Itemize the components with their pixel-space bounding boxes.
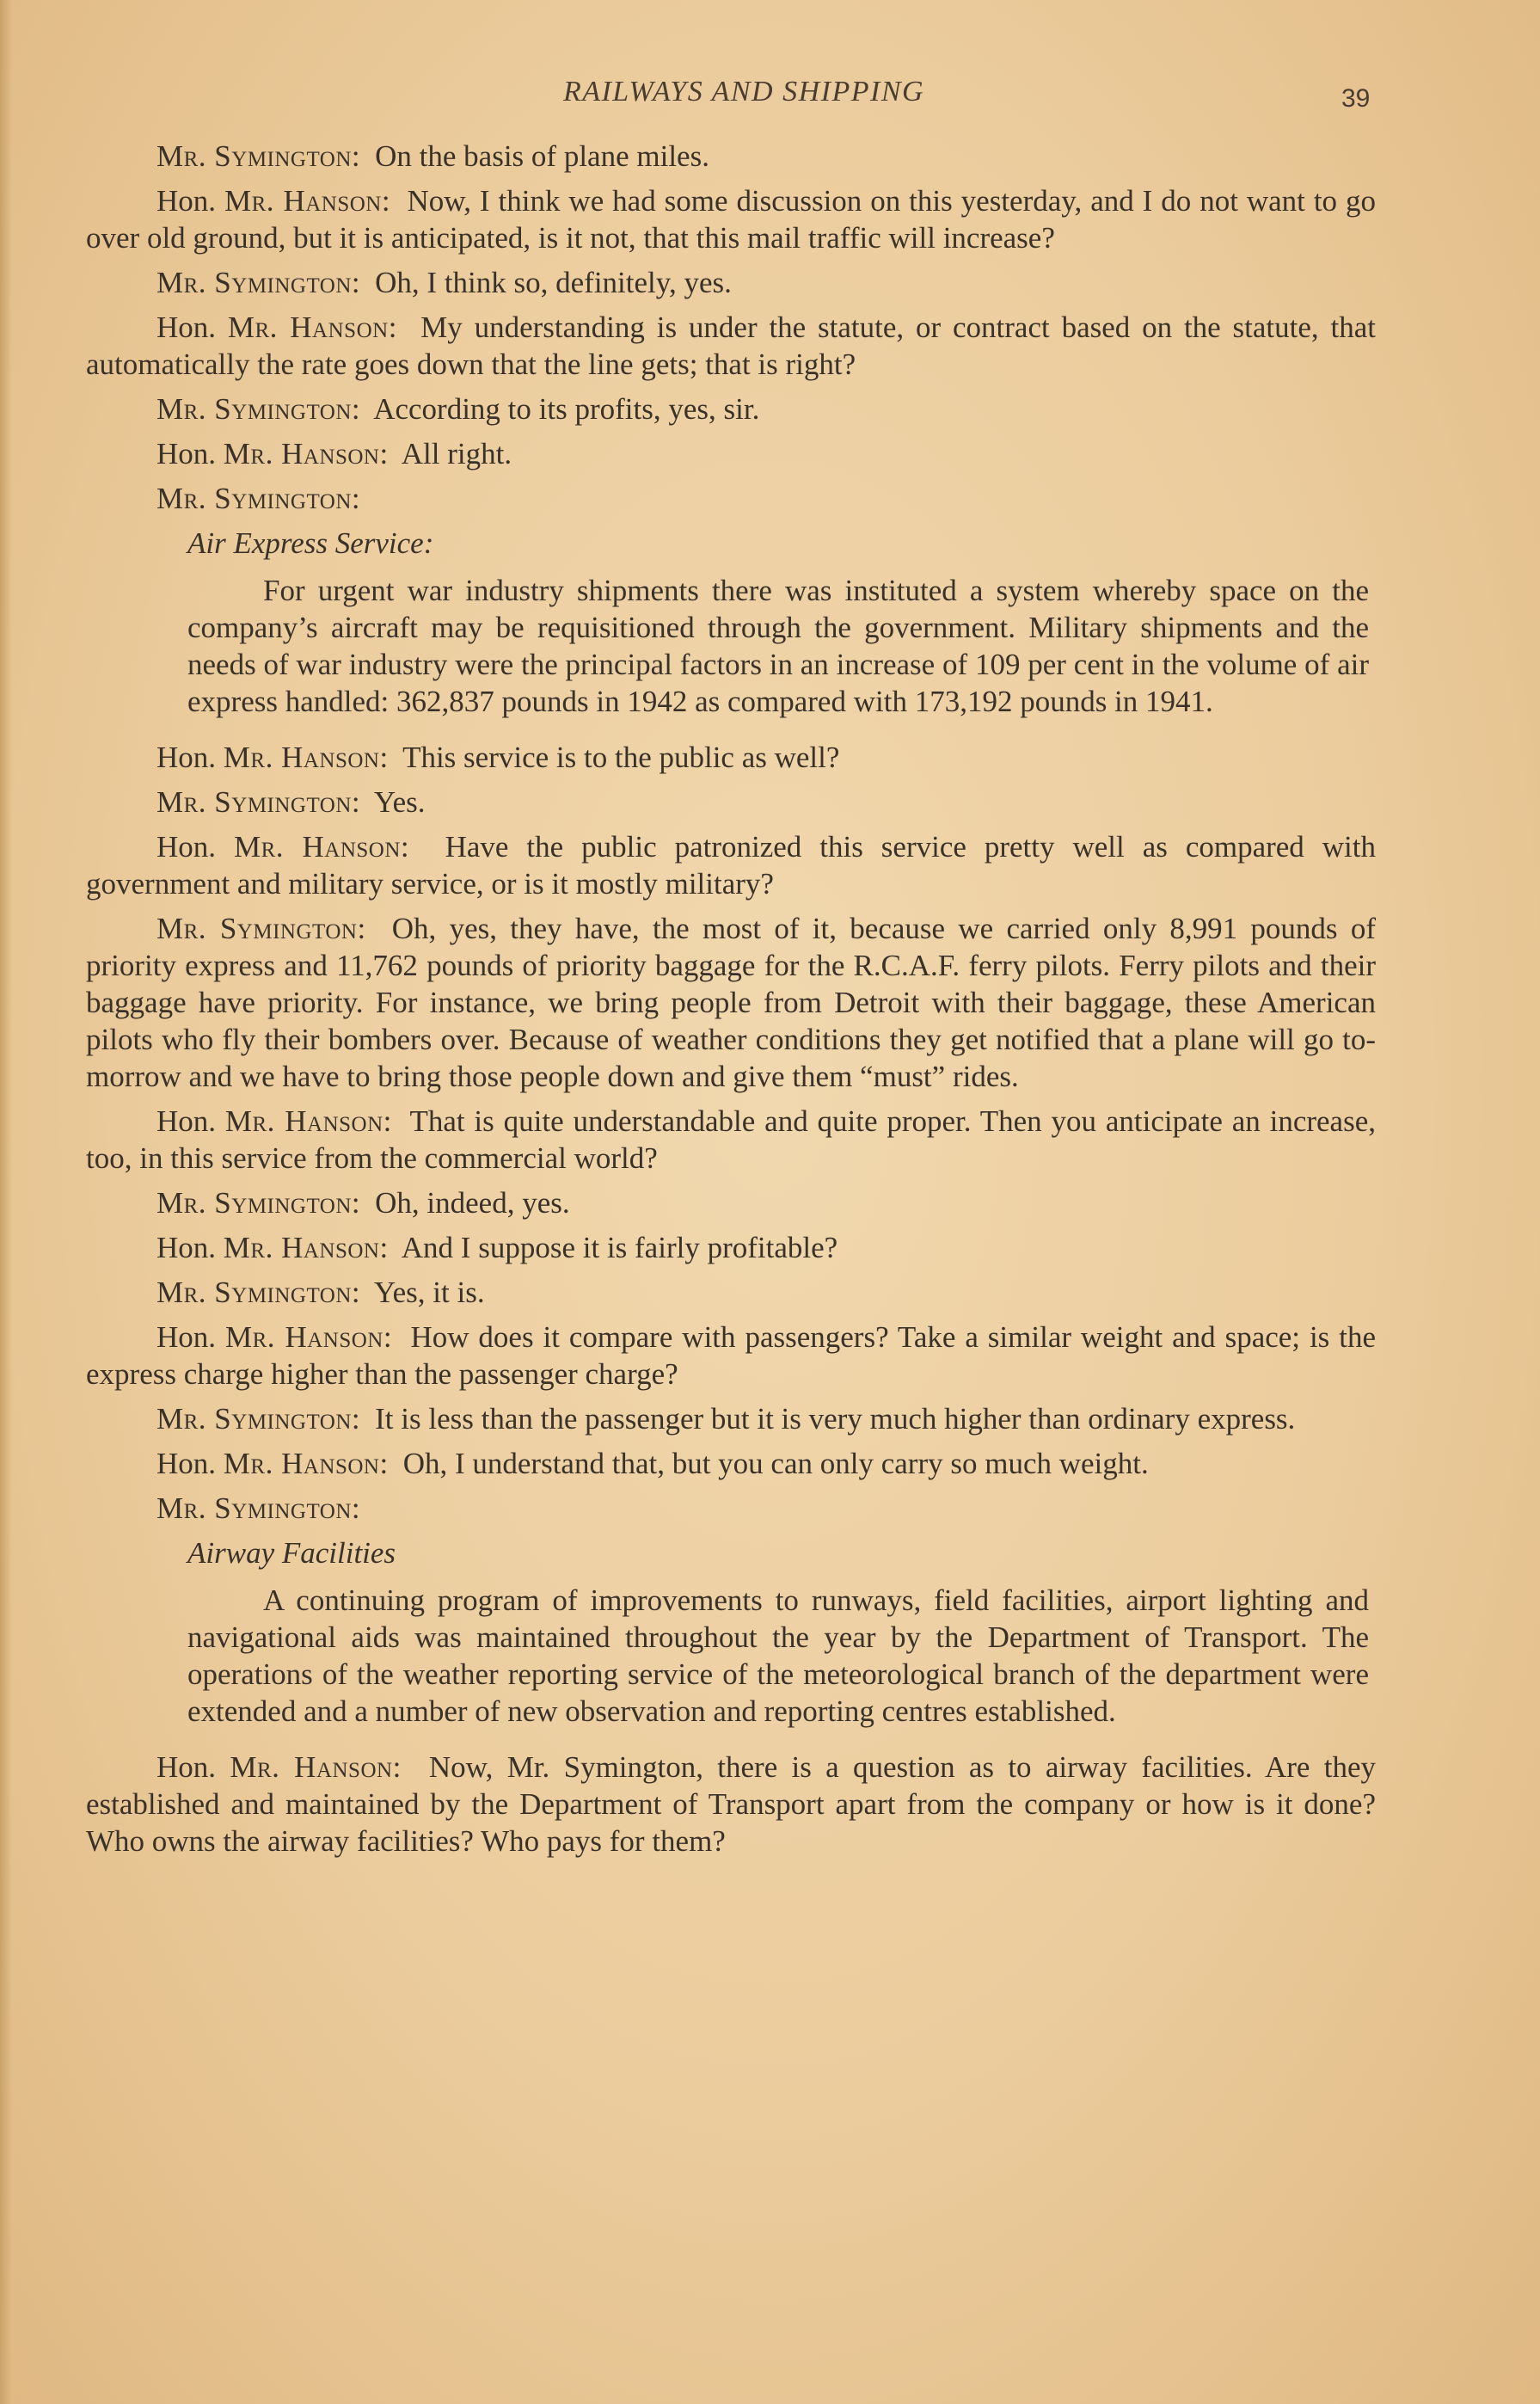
speaker-name: Mr. Symington (156, 266, 352, 299)
dialogue-text: According to its profits, yes, sir. (373, 392, 760, 426)
dialogue-entry: Mr. Symington: Yes, it is. (156, 1276, 485, 1309)
speaker-title: Hon. (156, 437, 217, 470)
dialogue-entry: Mr. Symington: (156, 1491, 360, 1525)
dialogue-text: This service is to the public as well? (402, 741, 840, 774)
speaker-name: Mr. Symington (156, 1276, 352, 1309)
dialogue-entry: Mr. Symington: Yes. (156, 785, 426, 819)
speaker-name: Mr. Hanson (234, 830, 401, 864)
dialogue-entry: Mr. Symington: It is less than the passenger but it is very much higher than ordinary express. (156, 1402, 1296, 1436)
dialogue-text: That is quite understandable and quite proper. Then you anticipate an increase, too, in this service from the commercial world? (86, 1104, 1376, 1175)
speaker-name: Mr. Hanson (224, 184, 382, 218)
dialogue-entry: Hon. Mr. Hanson: Now, I think we had some discussion on this yesterday, and I do not want to go over old ground, but it is anticipated, is it not, that this mail traffic will increase? (86, 184, 1376, 255)
speaker-name: Mr. Hanson (223, 1447, 380, 1480)
dialogue-entry: Hon. Mr. Hanson: Now, Mr. Symington, there is a question as to airway facilities. Are they established and maintained by the Department of Transport apart from the company or how is it done? Who owns the airway facilities? Who pays for them? (86, 1750, 1376, 1858)
speaker-name: Mr. Hanson (224, 1320, 383, 1354)
running-header: RAILWAYS AND SHIPPING (562, 76, 925, 108)
dialogue-text: How does it compare with passengers? Take a similar weight and space; is the express charge higher than the passenger charge? (86, 1320, 1376, 1391)
dialogue-entry: Mr. Symington: Oh, indeed, yes. (156, 1186, 570, 1220)
dialogue-text: Oh, indeed, yes. (375, 1186, 570, 1220)
page-number: 39 (1341, 84, 1371, 113)
dialogue-entry: Hon. Mr. Hanson: That is quite understandable and quite proper. Then you anticipate an increase, too, in this service from the commercial world? (86, 1104, 1376, 1175)
dialogue-entry: Mr. Symington: According to its profits, yes, sir. (156, 392, 760, 426)
dialogue-text: All right. (401, 437, 512, 470)
speaker-title: Hon. (156, 1231, 217, 1264)
speaker-name: Mr. Symington (156, 139, 352, 173)
dialogue-entry: Hon. Mr. Hanson: How does it compare with passengers? Take a similar weight and space; is the express charge higher than the passenger charge? (86, 1320, 1376, 1391)
dialogue-entry: Mr. Symington: Oh, I think so, definitely, yes. (156, 266, 732, 299)
dialogue-entry: Hon. Mr. Hanson: This service is to the public as well? (156, 741, 840, 774)
dialogue-text: Yes. (373, 785, 426, 819)
speaker-name: Mr. Hanson (223, 1231, 380, 1264)
speaker-name: Mr. Hanson (223, 437, 380, 470)
dialogue-entry: Mr. Symington: Oh, yes, they have, the most of it, because we carried only 8,991 pounds of priority express and 11,762 pounds of priority baggage for the R.C.A.F. ferry pilots. Ferry pilots and their baggage have priority. For instance, we bring people from Detroit with their baggage, these American pilots who fly their bombers over. Because of weather conditions they get notified that a plane will go to-morrow and we have to bring those people down and give them “must” rides. (86, 912, 1376, 1093)
speaker-title: Hon. (156, 310, 217, 344)
speaker-title: Hon. (156, 1104, 217, 1138)
speaker-name: Mr. Symington (156, 1402, 352, 1436)
speaker-title: Hon. (156, 1750, 217, 1784)
dialogue-text: Oh, I understand that, but you can only carry so much weight. (402, 1447, 1149, 1480)
dialogue-text: On the basis of plane miles. (375, 139, 709, 173)
page-edge-shadow (0, 0, 12, 2404)
dialogue-entry: Hon. Mr. Hanson: Oh, I understand that, but you can only carry so much weight. (156, 1447, 1149, 1480)
dialogue-text: Have the public patronized this service pretty well as compared with government and military service, or is it mostly military? (86, 830, 1376, 901)
dialogue-entry: Mr. Symington: On the basis of plane miles. (156, 139, 709, 173)
dialogue-text: Now, Mr. Symington, there is a question as to airway facilities. Are they established and maintained by the Department of Transport apart from the company or how is it done? Who owns the airway facilities? Who pays for them? (86, 1750, 1376, 1858)
dialogue-text: My understanding is under the statute, or contract based on the statute, that automatically the rate goes down that the line gets; that is right? (86, 310, 1376, 381)
speaker-title: Hon. (156, 830, 217, 864)
speaker-title: Hon. (156, 1320, 217, 1354)
speaker-name: Mr. Hanson (230, 1750, 393, 1784)
dialogue-entry: Hon. Mr. Hanson: All right. (156, 437, 512, 470)
speaker-name: Mr. Symington (156, 912, 358, 945)
speaker-title: Hon. (156, 1447, 217, 1480)
quoted-report-text: A continuing program of improvements to runways, field facilities, airport lighting and navigational aids was maintained throughout the year by the Department of Transport. The operations of the weather reporting service of the meteorological branch of the department were extended and a number of new observation and reporting centres established. (187, 1583, 1369, 1728)
dialogue-entry: Mr. Symington: (156, 482, 360, 515)
dialogue-text: Yes, it is. (373, 1276, 485, 1309)
speaker-title: Hon. (156, 741, 217, 774)
section-heading: Airway Facilities (187, 1536, 396, 1570)
dialogue-entry: Hon. Mr. Hanson: And I suppose it is fairly profitable? (156, 1231, 838, 1264)
quoted-report-text: For urgent war industry shipments there was instituted a system whereby space on the company’s aircraft may be requisitioned through the government. Military shipments and the needs of war industry were the principal factors in an increase of 109 per cent in the volume of air express handled: 362,837 pounds in 1942 as compared with 173,192 pounds in 1941. (187, 574, 1369, 718)
dialogue-text: And I suppose it is fairly profitable? (401, 1231, 838, 1264)
speaker-name: Mr. Hanson (223, 741, 380, 774)
dialogue-entry: Hon. Mr. Hanson: Have the public patronized this service pretty well as compared with government and military service, or is it mostly military? (86, 830, 1376, 901)
dialogue-text: Oh, I think so, definitely, yes. (375, 266, 732, 299)
dialogue-text: Now, I think we had some discussion on this yesterday, and I do not want to go over old ground, but it is anticipated, is it not, that this mail traffic will increase? (86, 184, 1376, 255)
dialogue-text: Oh, yes, they have, the most of it, because we carried only 8,991 pounds of priority express and 11,762 pounds of priority baggage for the R.C.A.F. ferry pilots. Ferry pilots and their baggage have priority. For instance, we bring people from Detroit with their baggage, these American pilots who fly their bombers over. Because of weather conditions they get notified that a plane will go to-morrow and we have to bring those people down and give them “must” rides. (86, 912, 1376, 1093)
speaker-name: Mr. Symington (156, 392, 352, 426)
speaker-name: Mr. Hanson (224, 1104, 383, 1138)
dialogue-entry: Hon. Mr. Hanson: My understanding is under the statute, or contract based on the statute, that automatically the rate goes down that the line gets; that is right? (86, 310, 1376, 381)
section-heading: Air Express Service: (187, 526, 434, 560)
speaker-name: Mr. Symington (156, 785, 352, 819)
speaker-title: Hon. (156, 184, 217, 218)
speaker-name: Mr. Symington (156, 1491, 352, 1525)
speaker-name: Mr. Symington (156, 1186, 352, 1220)
page-body (86, 138, 1376, 1867)
dialogue-text: It is less than the passenger but it is very much higher than ordinary express. (375, 1402, 1296, 1436)
speaker-name: Mr. Hanson (227, 310, 389, 344)
speaker-name: Mr. Symington (156, 482, 352, 515)
